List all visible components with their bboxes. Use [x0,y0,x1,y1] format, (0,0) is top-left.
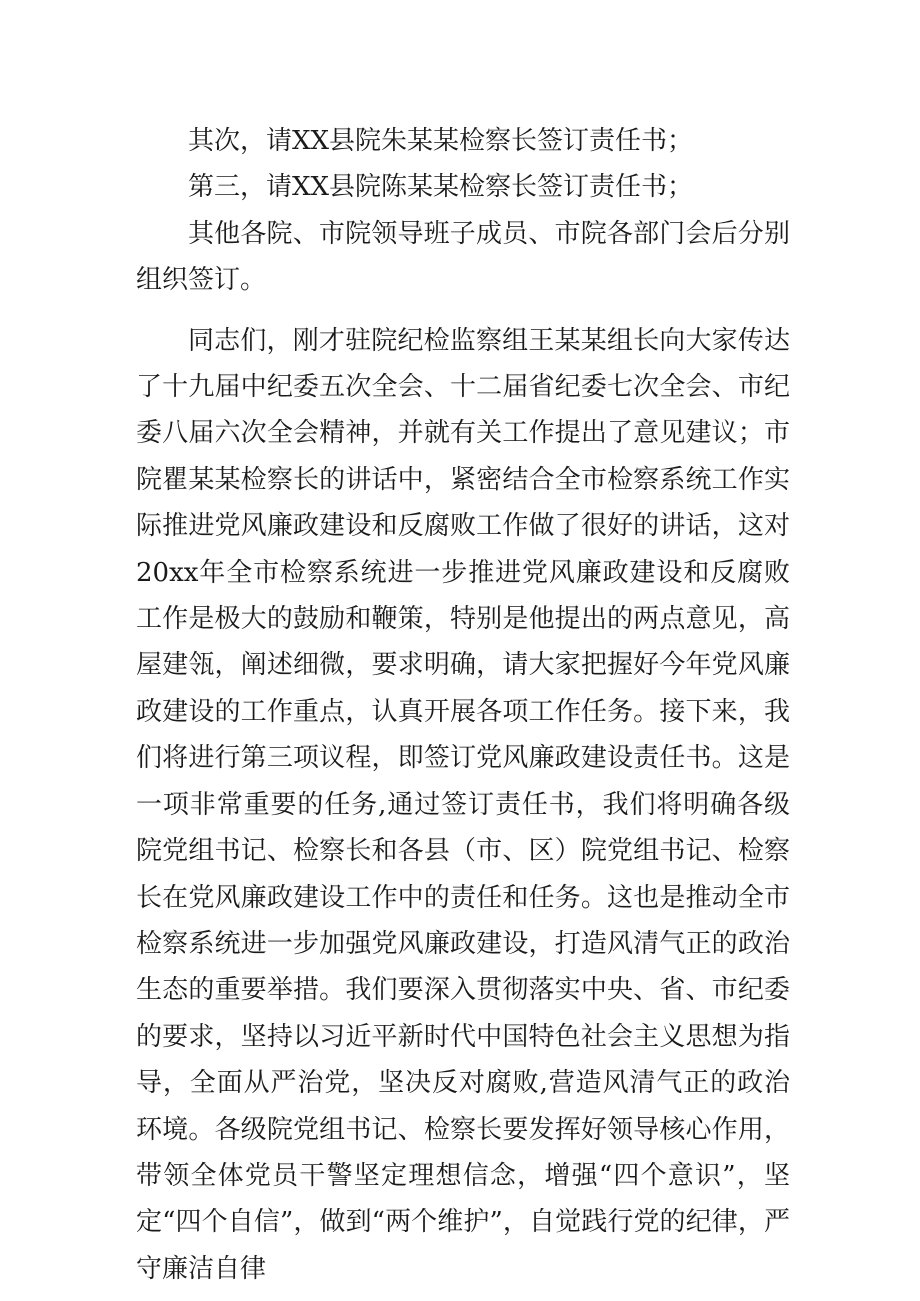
document-body [136,118,790,1292]
paragraph-second-signing: 其次，请XX县院朱某某检察长签订责任书； [188,126,694,156]
paragraph-third-signing: 第三，请XX县院陈某某检察长签订责任书； [188,172,694,203]
paragraph-other-signing: 其他各院、市院领导班子成员、市院各部门会后分别组织签订。 [136,218,790,296]
paragraph-speech-main: 同志们，刚才驻院纪检监察组王某某组长向大家传达了十九届中纪委五次全会、十二届省纪委七次全会、市纪委八届六次全会精神，并就有关工作提出了意见建议；市院瞿某某检察长的讲话中，紧密结合全市检察系统工作实际推进党风廉政建设和反腐败工作做了很好的讲话，这对20xx年全市检察系统进一步推进党风廉政建设和反腐败工作是极大的鼓励和鞭策，特别是他提出的两点意见，高屋建瓴，阐述细微，要求明确，请大家把握好今年党风廉政建设的工作重点，认真开展各项工作任务。接下来，我们将进行第三项议程，即签订党风廉政建设责任书。这是一项非常重要的任务,通过签订责任书，我们将明确各级院党组书记、检察长和各县（市、区）院党组书记、检察长在党风廉政建设工作中的责任和任务。这也是推动全市检察系统进一步加强党风廉政建设，打造风清气正的政治生态的重要举措。我们要深入贯彻落实中央、省、市纪委的要求，坚持以习近平新时代中国特色社会主义思想为指导，全面从严治党，坚决反对腐败,营造风清气正的政治环境。各级院党组书记、检察长要发挥好领导核心作用，带领全体党员干警坚定理想信念，增强“四个意识”，坚定“四个自信”，做到“两个维护”，自觉践行党的纪律，严守廉洁自律 [136,325,790,1284]
